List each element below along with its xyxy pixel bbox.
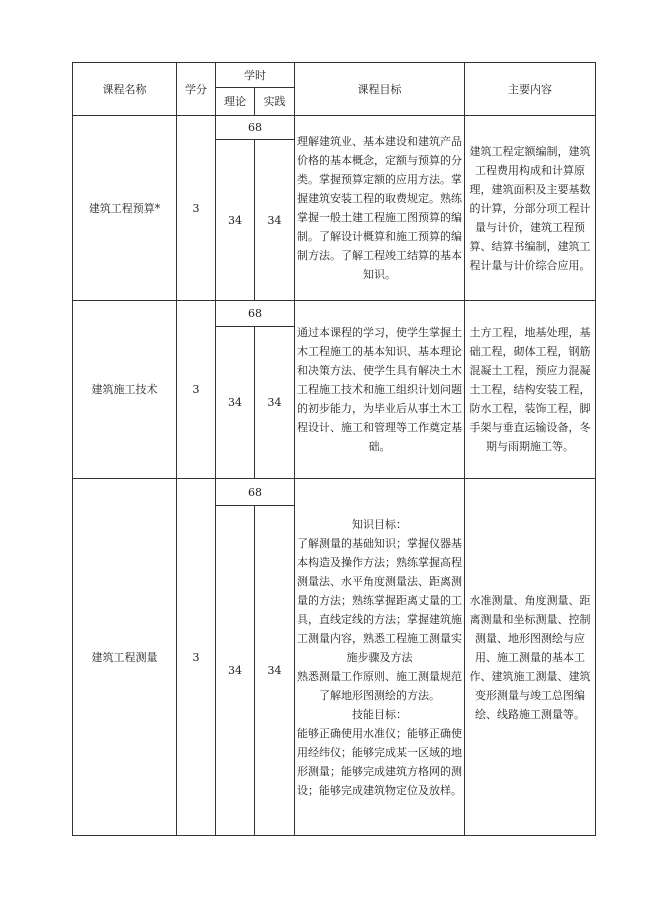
- course-name: 建筑工程测量: [73, 479, 177, 836]
- skill-goal-title: 技能目标：: [352, 707, 407, 721]
- header-credit: 学分: [177, 63, 216, 116]
- table-row: [73, 301, 596, 327]
- table-row: [73, 116, 596, 140]
- course-credit: 3: [177, 301, 216, 479]
- header-hours: 学时: [216, 63, 295, 88]
- course-theory-hours: 34: [216, 140, 255, 301]
- course-name: 建筑施工技术: [73, 301, 177, 479]
- course-theory-hours: 34: [216, 506, 255, 836]
- course-goal: 通过本课程的学习，使学生掌握土木工程施工的基本知识、基本理论和决策方法、使学生具有解决土木工程施工技术和施工组织计划问题的初步能力，为毕业后从事土木工程设计、施工和管理等工作奠定基础。: [295, 301, 465, 479]
- course-credit: 3: [177, 479, 216, 836]
- course-content: 建筑工程定额编制，建筑工程费用构成和计算原理，建筑面积及主要基数的计算，分部分项工程计量与计价，建筑工程预算、结算书编制，建筑工程计量与计价综合应用。: [465, 116, 596, 301]
- course-theory-hours: 34: [216, 327, 255, 479]
- header-practice: 实践: [255, 88, 295, 116]
- header-course-name: 课程名称: [73, 63, 177, 116]
- course-total-hours: 68: [216, 116, 295, 140]
- table-row: [73, 479, 596, 506]
- course-content: 土方工程，地基处理，基础工程，砌体工程，钢筋混凝土工程，预应力混凝土工程，结构安装工程，防水工程，装饰工程，脚手架与垂直运输设备，冬期与雨期施工等。: [465, 301, 596, 479]
- header-content: 主要内容: [465, 63, 596, 116]
- course-goal: [295, 479, 465, 836]
- course-total-hours: 68: [216, 479, 295, 506]
- course-content: 水准测量、角度测量、距离测量和坐标测量、控制测量、地形图测绘与应用、施工测量的基本工作、建筑施工测量、建筑变形测量与竣工总图编绘、线路施工测量等。: [465, 479, 596, 836]
- knowledge-goal-title: 知识目标：: [352, 517, 407, 531]
- skill-goal-text: 能够正确使用水准仪；能够正确使用经纬仪；能够完成某一区域的地形测量；能够完成建筑方格网的测设；能够完成建筑物定位及放样。: [297, 726, 462, 797]
- knowledge-goal-text-3: 了解地形图测绘的方法。: [319, 688, 440, 702]
- header-goal: 课程目标: [295, 63, 465, 116]
- course-goal: 理解建筑业、基本建设和建筑产品价格的基本概念，定额与预算的分类。掌握预算定额的应用方法。掌握建筑安装工程的取费规定。熟练掌握一般土建工程施工图预算的编制。了解设计概算和施工预算的编制方法。了解工程竣工结算的基本知识。: [295, 116, 465, 301]
- knowledge-goal-text: 了解测量的基础知识；掌握仪器基本构造及操作方法；熟练掌握高程测量法、水平角度测量法、距离测量的方法；熟练掌握距离丈量的工具，直线定线的方法；掌握建筑施工测量内容，熟悉工程施工测量实施步骤及方法: [297, 536, 462, 664]
- course-practice-hours: 34: [255, 506, 295, 836]
- course-practice-hours: 34: [255, 327, 295, 479]
- course-total-hours: 68: [216, 301, 295, 327]
- course-table: [72, 62, 596, 836]
- header-theory: 理论: [216, 88, 255, 116]
- knowledge-goal-text-2: 熟悉测量工作原则、施工测量规范: [297, 669, 462, 683]
- course-practice-hours: 34: [255, 140, 295, 301]
- course-name: 建筑工程预算*: [73, 116, 177, 301]
- course-credit: 3: [177, 116, 216, 301]
